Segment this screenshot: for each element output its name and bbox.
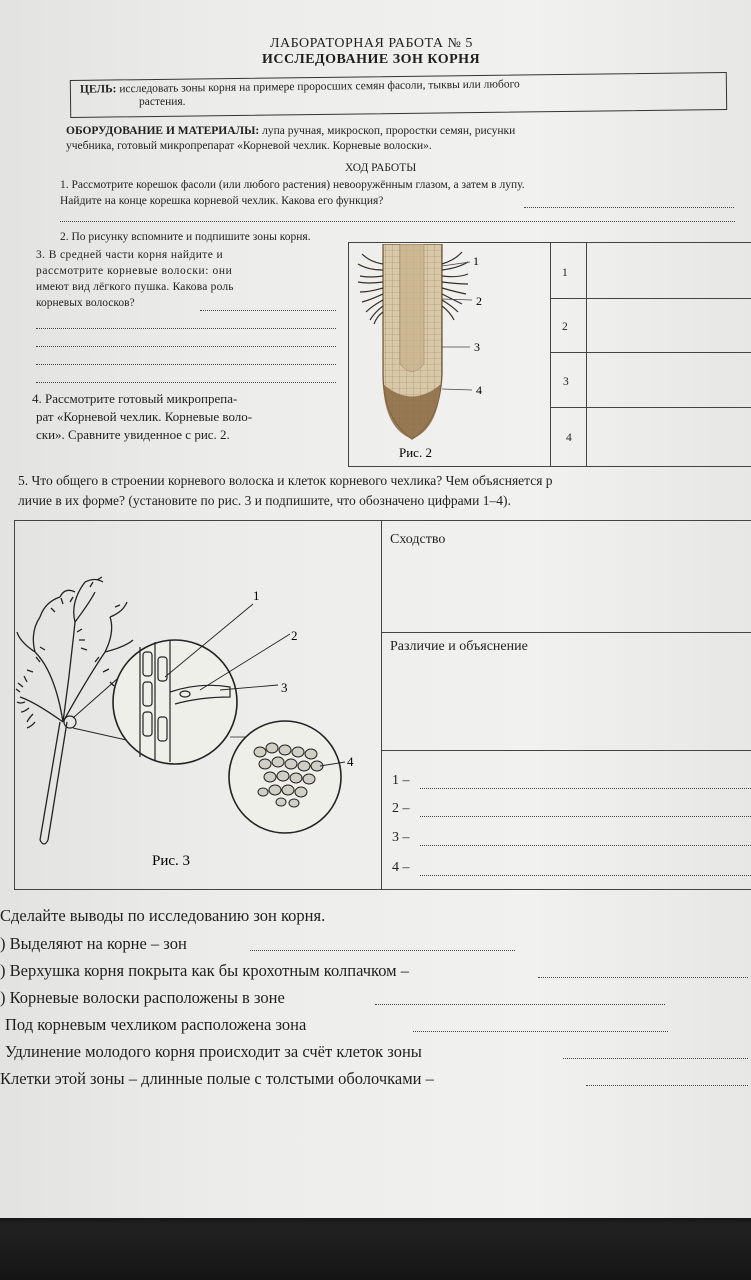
- goal-label: ЦЕЛЬ:: [79, 83, 117, 96]
- conclusion-f: Клетки этой зоны – длинные полые с толстыми оболочками –: [0, 1069, 434, 1088]
- fig2-root-illustration: [350, 244, 550, 466]
- fig3-illustration: [15, 522, 380, 888]
- lab-subtitle: ИССЛЕДОВАНИЕ ЗОН КОРНЯ: [262, 52, 481, 67]
- fig3-label-1: 1: [253, 588, 260, 603]
- fig3-label-4: 4: [347, 754, 354, 769]
- step3-line3: имеют вид лёгкого пушка. Какова роль: [36, 281, 234, 293]
- answer-line[interactable]: [36, 382, 336, 383]
- table-middle-line: [381, 520, 382, 890]
- answer-line[interactable]: [36, 328, 336, 329]
- fig2-table-number-1: 1: [562, 267, 568, 279]
- fig2-table-divider: [586, 242, 587, 467]
- step3-line1: 3. В средней части корня найдите и: [36, 249, 224, 261]
- answer-line[interactable]: [538, 977, 748, 978]
- fig2-label-4: 4: [476, 383, 482, 397]
- fig2-table-number-2: 2: [562, 321, 568, 333]
- step5-line1: 5. Что общего в строении корневого волоска и клеток корневого чехлика? Чем объясняется р: [18, 473, 553, 488]
- step2-text: 2. По рисунку вспомните и подпишите зоны корня.: [60, 231, 311, 243]
- answer-line[interactable]: [200, 310, 336, 311]
- answer-line[interactable]: [375, 1004, 665, 1005]
- conclusion-c: ) Корневые волоски расположены в зоне: [0, 988, 285, 1007]
- equipment-line2: учебника, готовый микропрепарат «Корневой чехлик. Корневые волоски».: [66, 140, 432, 152]
- conclusion-d: Под корневым чехликом расположена зона: [5, 1015, 307, 1034]
- equipment-label: ОБОРУДОВАНИЕ И МАТЕРИАЛЫ:: [66, 125, 260, 137]
- table-top-line: [14, 520, 751, 521]
- fig2-label-2: 2: [476, 294, 482, 308]
- fig2-label-3: 3: [474, 340, 480, 354]
- equipment-line1: [66, 123, 515, 139]
- step5-line2: личие в их форме? (установите по рис. 3 и подпишите, что обозначено цифрами 1–4).: [18, 493, 511, 508]
- answer-line[interactable]: [420, 816, 751, 817]
- conclusion-b: ) Верхушка корня покрыта как бы крохотным колпачком –: [0, 961, 409, 980]
- answer-line[interactable]: [60, 221, 735, 222]
- step1-line2: Найдите на конце корешка корневой чехлик. Какова его функция?: [60, 195, 384, 207]
- difference-heading: Различие и объяснение: [390, 639, 528, 654]
- fig2-frame-left: [348, 242, 349, 467]
- answer-item-2: 2 –: [392, 801, 410, 816]
- answer-line[interactable]: [250, 950, 515, 951]
- equipment-text1: лупа ручная, микроскоп, проростки семян, рисунки: [262, 125, 516, 137]
- table-row-line: [381, 632, 751, 633]
- answer-line[interactable]: [420, 788, 751, 789]
- answer-line[interactable]: [420, 845, 751, 846]
- step3-line2: рассмотрите корневые волоски: они: [36, 265, 233, 277]
- similarity-heading: Сходство: [390, 532, 446, 547]
- table-row-line: [381, 750, 751, 751]
- fig2-table-row-line: [550, 407, 751, 408]
- answer-line[interactable]: [36, 364, 336, 365]
- fig3-label-3: 3: [281, 680, 288, 695]
- step4-line3: ски». Сравните увиденное с рис. 2.: [36, 427, 230, 442]
- conclusion-a: ) Выделяют на корне – зон: [0, 934, 187, 953]
- step4-line1: 4. Рассмотрите готовый микропрепа-: [32, 391, 238, 406]
- answer-item-1: 1 –: [392, 773, 410, 788]
- step3-line4: корневых волосков?: [36, 297, 135, 309]
- fig2-table-row-line: [550, 352, 751, 353]
- lab-title: ЛАБОРАТОРНАЯ РАБОТА № 5: [270, 36, 473, 51]
- goal-text1: исследовать зоны корня на примере проросших семян фасоли, тыквы или любого: [119, 78, 520, 96]
- table-bottom-line: [14, 889, 751, 890]
- goal-line2: растения.: [139, 96, 186, 108]
- fig2-table-number-3: 3: [563, 376, 569, 388]
- answer-line[interactable]: [563, 1058, 748, 1059]
- procedure-title: ХОД РАБОТЫ: [345, 162, 417, 174]
- fig3-caption: Рис. 3: [152, 853, 191, 869]
- fig2-table-row-line: [550, 298, 751, 299]
- conclusion-e: Удлинение молодого корня происходит за счёт клеток зоны: [5, 1042, 422, 1061]
- answer-line[interactable]: [413, 1031, 668, 1032]
- root-hair-magnified: [113, 640, 237, 764]
- fig2-table-number-4: 4: [566, 432, 572, 444]
- step4-line2: рат «Корневой чехлик. Корневые воло-: [36, 409, 253, 424]
- answer-line[interactable]: [36, 346, 336, 347]
- fig2-caption: Рис. 2: [399, 445, 432, 460]
- answer-item-3: 3 –: [392, 830, 410, 845]
- fig2-table-divider: [550, 242, 551, 467]
- answer-line[interactable]: [524, 207, 734, 208]
- conclusions-title: Сделайте выводы по исследованию зон корня.: [0, 906, 326, 925]
- fig2-label-1: 1: [473, 254, 479, 268]
- answer-line[interactable]: [420, 875, 751, 876]
- answer-item-4: 4 –: [392, 860, 410, 875]
- fig3-label-2: 2: [291, 628, 298, 643]
- step1-line1: 1. Рассмотрите корешок фасоли (или любого растения) невооружённым глазом, а затем в лупу.: [60, 179, 525, 191]
- answer-line[interactable]: [586, 1085, 748, 1086]
